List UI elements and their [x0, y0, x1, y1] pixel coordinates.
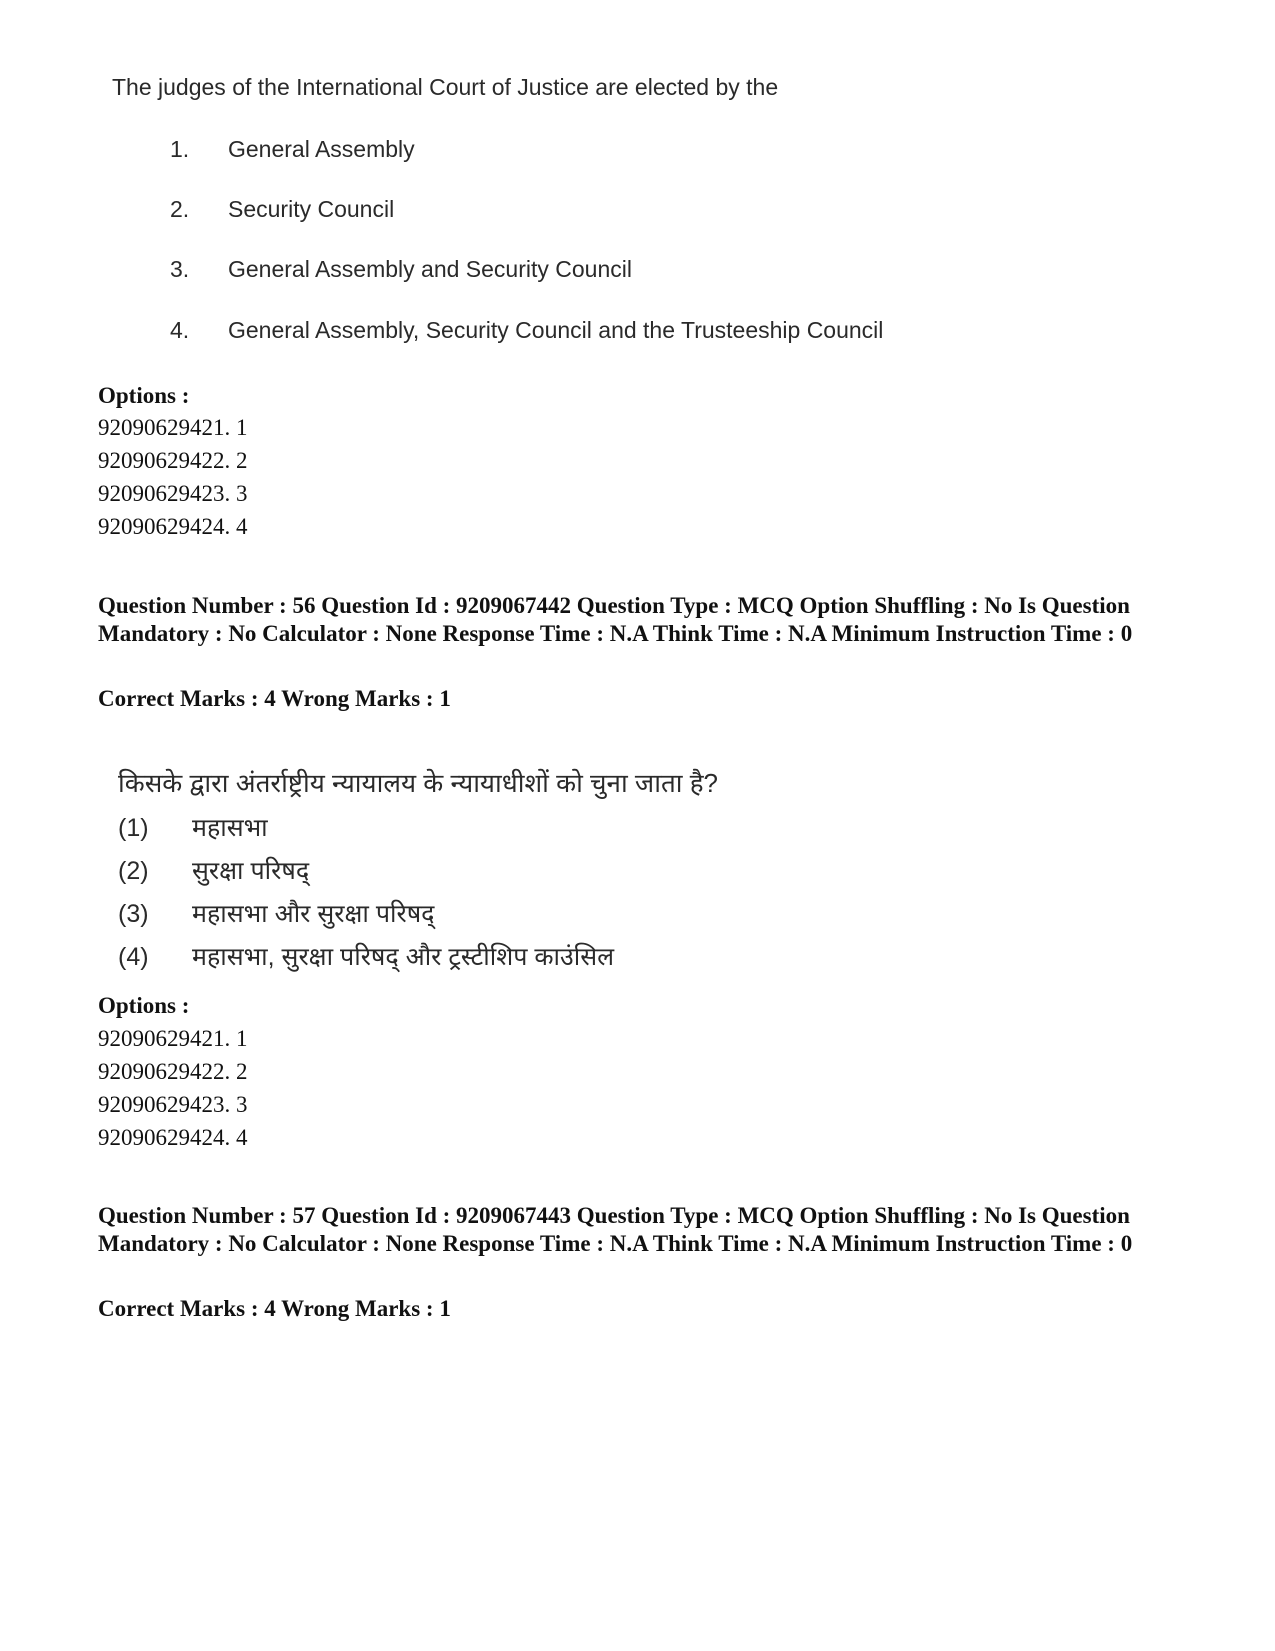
- option-id-line: 92090629423. 3: [98, 1092, 248, 1117]
- option-id-line: 92090629422. 2: [98, 448, 248, 473]
- option-id-line: 92090629424. 4: [98, 514, 248, 539]
- option-id-line: 92090629424. 4: [98, 1125, 248, 1150]
- hindi-option-2: [118, 853, 309, 887]
- english-option-2: [170, 196, 394, 223]
- question-57-marks: Correct Marks : 4 Wrong Marks : 1: [98, 1296, 451, 1321]
- options-heading: Options :: [98, 993, 190, 1018]
- hindi-option-number: (4): [118, 943, 149, 971]
- hindi-question-text: किसके द्वारा अंतर्राष्ट्रीय न्यायालय के न्यायाधीशों को चुना जाता है?: [118, 768, 718, 798]
- hindi-option-text: सुरक्षा परिषद्: [192, 857, 310, 885]
- english-option-number: 4.: [170, 317, 190, 343]
- option-id-line: 92090629422. 2: [98, 1059, 248, 1084]
- english-option-text: Security Council: [228, 196, 395, 222]
- hindi-option-3: [118, 896, 434, 930]
- english-option-number: 1.: [170, 136, 190, 162]
- english-option-text: General Assembly, Security Council and the Trusteeship Council: [228, 317, 884, 343]
- hindi-option-1: [118, 810, 268, 844]
- hindi-option-text: महासभा, सुरक्षा परिषद् और ट्रस्टीशिप काउंसिल: [192, 943, 615, 971]
- english-option-text: General Assembly and Security Council: [228, 256, 632, 282]
- hindi-option-text: महासभा और सुरक्षा परिषद्: [192, 900, 435, 928]
- question-57-meta: Question Number : 57 Question Id : 9209067443 Question Type : MCQ Option Shuffling : No Is Question Mandatory : No Calculator : None Response Time : N.A Think Time : N.A Minimum Instruction Time : 0: [98, 1203, 1133, 1256]
- question-56-marks: Correct Marks : 4 Wrong Marks : 1: [98, 686, 451, 711]
- hindi-option-number: (2): [118, 857, 149, 885]
- option-id-line: 92090629421. 1: [98, 415, 248, 440]
- english-option-1: [170, 136, 415, 163]
- english-option-3: [170, 256, 632, 283]
- english-option-number: 2.: [170, 196, 190, 222]
- hindi-option-number: (3): [118, 900, 149, 928]
- english-option-4: [170, 317, 883, 344]
- option-id-line: 92090629423. 3: [98, 481, 248, 506]
- hindi-option-number: (1): [118, 814, 149, 842]
- question-56-meta: Question Number : 56 Question Id : 9209067442 Question Type : MCQ Option Shuffling : No Is Question Mandatory : No Calculator : None Response Time : N.A Think Time : N.A Minimum Instruction Time : 0: [98, 593, 1133, 646]
- english-option-number: 3.: [170, 256, 190, 282]
- english-option-text: General Assembly: [228, 136, 415, 162]
- hindi-option-text: महासभा: [192, 814, 268, 842]
- english-question-text: The judges of the International Court of Justice are elected by the: [112, 74, 779, 100]
- options-heading: Options :: [98, 383, 190, 408]
- option-id-line: 92090629421. 1: [98, 1026, 248, 1051]
- hindi-option-4: [118, 939, 614, 973]
